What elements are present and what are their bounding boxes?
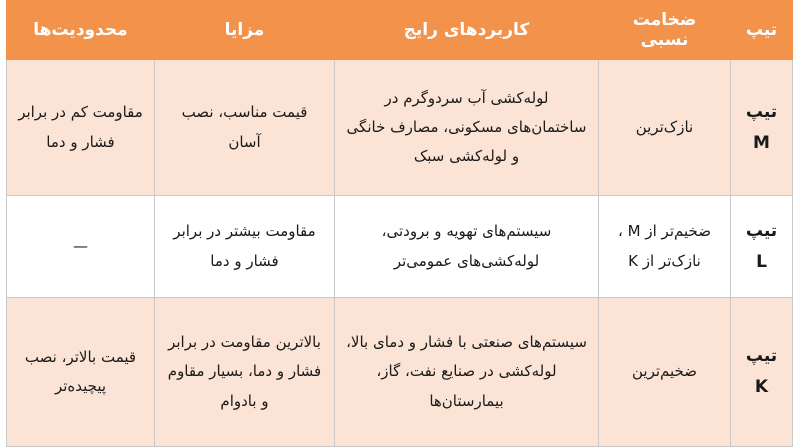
table-row-type-m	[7, 60, 793, 196]
limitations-cell: —	[7, 196, 155, 298]
type-word: تیپ	[745, 220, 778, 241]
advantages-cell: مقاومت بیشتر در برابر فشار و دما	[155, 196, 335, 298]
table-row-type-k	[7, 298, 793, 447]
advantages-cell: بالاترین مقاومت در برابر فشار و دما، بسیار مقاوم و بادوام	[155, 298, 335, 447]
type-cell-l	[731, 196, 793, 298]
type-cell-k	[731, 298, 793, 447]
thickness-cell: ضخیم‌ترین	[599, 298, 731, 447]
type-letter: M	[753, 132, 770, 153]
uses-cell: سیستم‌های صنعتی با فشار و دمای بالا، لوله‌کشی در صنایع نفت، گاز، بیمارستان‌ها	[335, 298, 599, 447]
type-cell-m	[731, 60, 793, 196]
limitations-cell: قیمت بالاتر، نصب پیچیده‌تر	[7, 298, 155, 447]
type-word: تیپ	[745, 346, 778, 367]
header-type: تیپ	[731, 1, 793, 60]
thickness-cell: ضخیم‌تر از M ، نازک‌تر از K	[599, 196, 731, 298]
type-letter: L	[756, 251, 767, 272]
header-advantages: مزایا	[155, 1, 335, 60]
advantages-cell: قیمت مناسب، نصب آسان	[155, 60, 335, 196]
header-uses: کاربردهای رایج	[335, 1, 599, 60]
limitations-cell: مقاومت کم در برابر فشار و دما	[7, 60, 155, 196]
type-letter: K	[754, 377, 769, 397]
copper-pipe-comparison-table	[6, 0, 793, 447]
uses-cell: سیستم‌های تهویه و برودتی، لوله‌کشی‌های عمومی‌تر	[335, 196, 599, 298]
header-limitations: محدودیت‌ها	[7, 1, 155, 60]
header-thickness: ضخامت نسبی	[599, 1, 731, 60]
uses-cell: لوله‌کشی آب سردوگرم در ساختمان‌های مسکونی، مصارف خانگی و لوله‌کشی سبک	[335, 60, 599, 196]
header-row	[7, 1, 793, 60]
thickness-cell: نازک‌ترین	[599, 60, 731, 196]
type-word: تیپ	[745, 101, 778, 122]
table-row-type-l	[7, 196, 793, 298]
